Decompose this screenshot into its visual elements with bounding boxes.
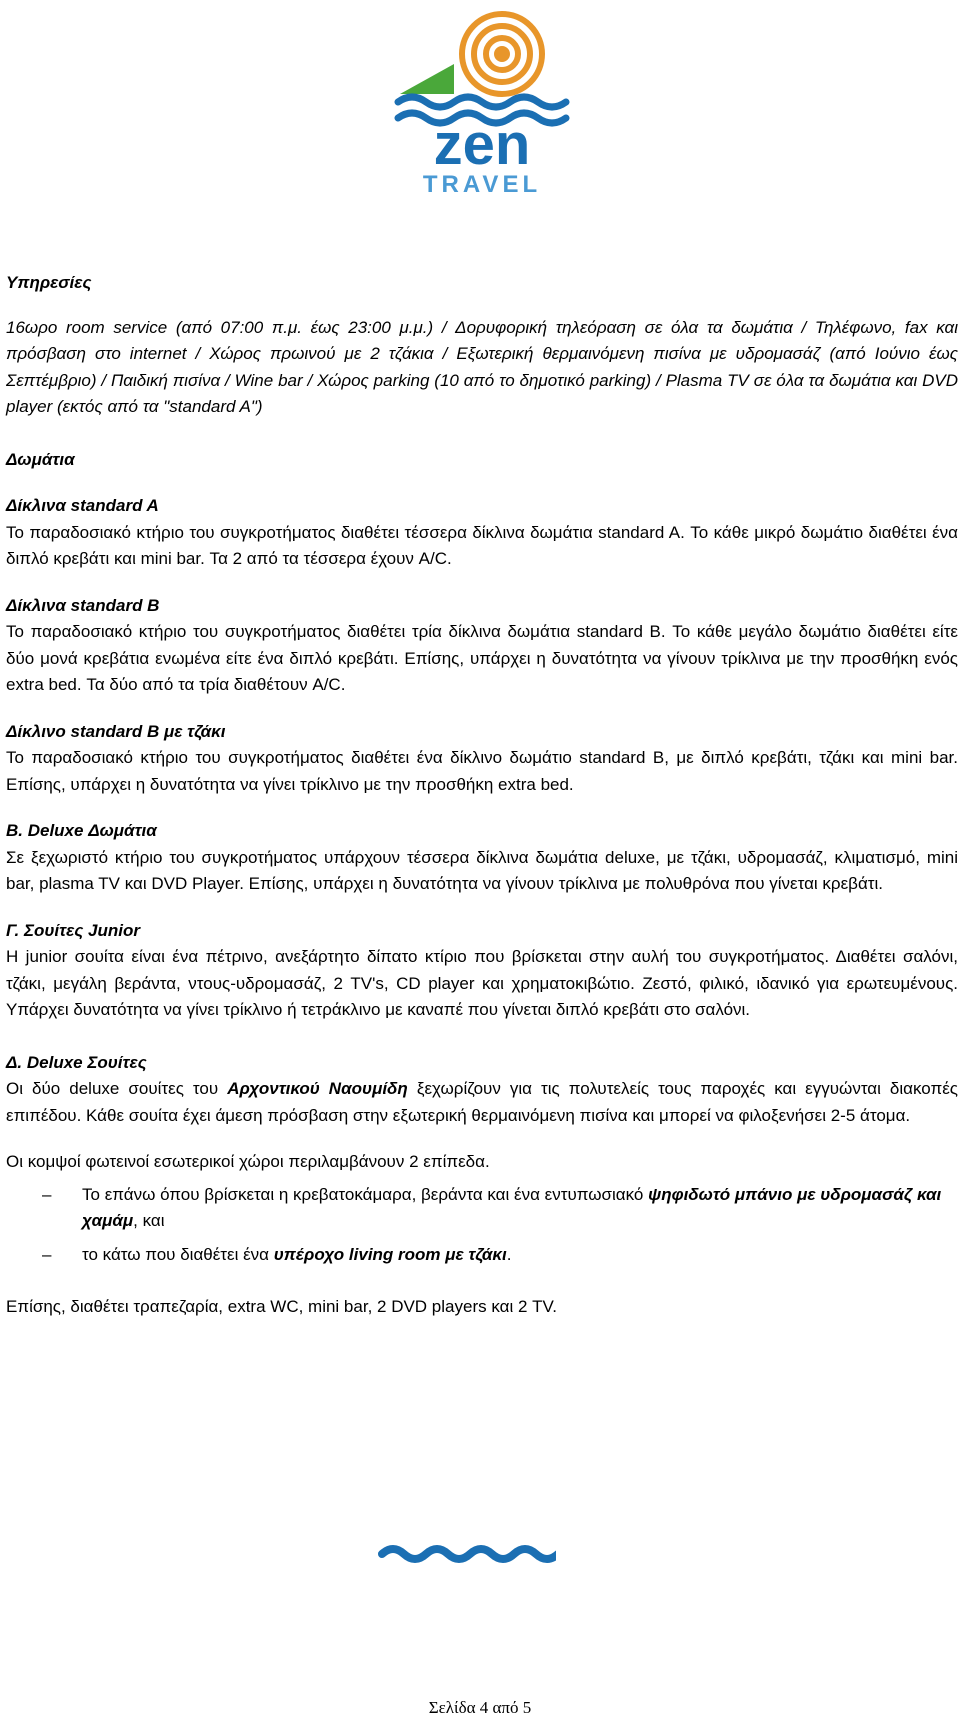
document-body: [6, 270, 958, 1321]
room-text: Σε ξεχωριστό κτήριο του συγκροτήματος υπάρχουν τέσσερα δίκλινα δωμάτια deluxe, με τζάκι, υδρομασάζ, κλιματισμό, mini bar, plasma TV και DVD Player. Επίσης, υπάρχει η δυνατότητα να γίνουν τρίκλινα με πολυθρόνα που γίνεται κρεβάτι.: [6, 847, 958, 893]
room-text: Η junior σουίτα είναι ένα πέτρινο, ανεξάρτητο δίπατο κτίριο που βρίσκεται στην αυλή του συγκροτήματος. Διαθέτει σαλόνι, τζάκι, μεγάλη βεράντα, ντους-υδρομασάζ, 2 TV's, CD player και χρηματοκιβώτιο. Ζεστό, φιλικό, ιδανικό για ερωτευμένους. Υπάρχει δυνατότητα να γίνει τρίκλινο ή τετράκλινο με καναπέ που γίνεται διπλό κρεβάτι στο σαλόνι.: [6, 947, 958, 1019]
logo-subword: TRAVEL: [422, 171, 542, 198]
room-heading: Β. Deluxe Δωμάτια: [6, 821, 157, 840]
room-heading: Γ. Σουίτες Junior: [6, 920, 140, 940]
page-number: Σελίδα 4 από 5: [428, 1698, 532, 1717]
room-junior-suite: [6, 918, 958, 1024]
closing-text: Επίσης, διαθέτει τραπεζαρία, extra WC, mini bar, 2 DVD players και 2 TV.: [6, 1297, 558, 1316]
levels-intro: Οι κομψοί φωτεινοί εσωτερικοί χώροι περιλαμβάνουν 2 επίπεδα.: [6, 1152, 490, 1171]
logo-word: zen: [433, 112, 531, 177]
services-text: 16ωρο room service (από 07:00 π.μ. έως 23:00 μ.μ.) / Δορυφορική τηλεόραση σε όλα τα δωμάτια / Τηλέφωνο, fax και πρόσβαση στο internet / Χώρος πρωινού με 2 τζάκια / Εξωτερική θερμαινόμενη πισίνα με υδρομασάζ (από Ιούνιο έως Σεπτέμβριο) / Παιδική πισίνα / Wine bar / Χώρος parking (10 από το δημοτικό parking) / Plasma TV σε όλα τα δωμάτια και DVD player (εκτός από τα "standard A"): [6, 317, 958, 416]
room-heading: Δίκλινα standard B: [6, 595, 160, 615]
list-item: – το κάτω που διαθέτει ένα υπέροχο living room με τζάκι.: [6, 1242, 958, 1269]
room-heading: Δίκλινα standard A: [6, 496, 159, 515]
room-text: Το παραδοσιακό κτήριο του συγκροτήματος διαθέτει ένα δίκλινο δωμάτιο standard B, με διπλό κρεβάτι, τζάκι και mini bar. Επίσης, υπάρχει η δυνατότητα να γίνει τρίκλινο με την προσθήκη extra bed.: [6, 748, 958, 794]
room-heading: Δ. Deluxe Σουίτες: [6, 1052, 147, 1072]
room-standard-b-fireplace: [6, 719, 958, 799]
footer-wave-icon: [378, 1540, 556, 1566]
rooms-title: Δωμάτια: [6, 449, 75, 469]
room-deluxe: [6, 818, 958, 898]
room-standard-a: [6, 493, 958, 573]
room-heading: Δίκλινο standard B με τζάκι: [6, 721, 226, 741]
logo-spiral-icon: [462, 14, 542, 94]
zen-travel-logo: [392, 6, 572, 198]
list-dash: –: [42, 1184, 52, 1204]
room-text: Οι δύο deluxe σουίτες του Αρχοντικού Ναουμίδη ξεχωρίζουν για τις πολυτελείς τους παροχές και εγγυώνται διακοπές επιπέδου. Κάθε σουίτα έχει άμεση πρόσβαση στην εξωτερική θερμαινόμενη πισίνα και μπορεί να φιλοξενήσει 2-5 άτομα.: [6, 1079, 958, 1125]
list-item: – Το επάνω όπου βρίσκεται η κρεβατοκάμαρα, βεράντα και ένα εντυπωσιακό ψηφιδωτό μπάνιο με υδρομασάζ και χαμάμ, και: [6, 1182, 958, 1235]
logo-green-swoosh: [400, 64, 454, 94]
services-title: Υπηρεσίες: [6, 273, 92, 292]
mansion-name: Αρχοντικού Ναουμίδη: [227, 1079, 408, 1098]
room-deluxe-suites: [6, 1050, 958, 1130]
list-dash: –: [42, 1244, 52, 1264]
room-text: Το παραδοσιακό κτήριο του συγκροτήματος διαθέτει τέσσερα δίκλινα δωμάτια standard A. Το κάθε μικρό δωμάτιο διαθέτει ένα διπλό κρεβάτι και mini bar. Τα 2 από τα τέσσερα έχουν A/C.: [6, 522, 958, 568]
room-text: Το παραδοσιακό κτήριο του συγκροτήματος διαθέτει τρία δίκλινα δωμάτια standard B. Το κάθε μεγάλο δωμάτιο διαθέτει είτε δύο μονά κρεβάτια ενωμένα είτε ένα διπλό κρεβάτι. Επίσης, υπάρχει η δυνατότητα να γίνουν τρίκλινα με την προσθήκη ενός extra bed. Τα δύο από τα τρία διαθέτουν A/C.: [6, 622, 958, 694]
levels-list: [6, 1182, 958, 1269]
room-standard-b: [6, 593, 958, 699]
